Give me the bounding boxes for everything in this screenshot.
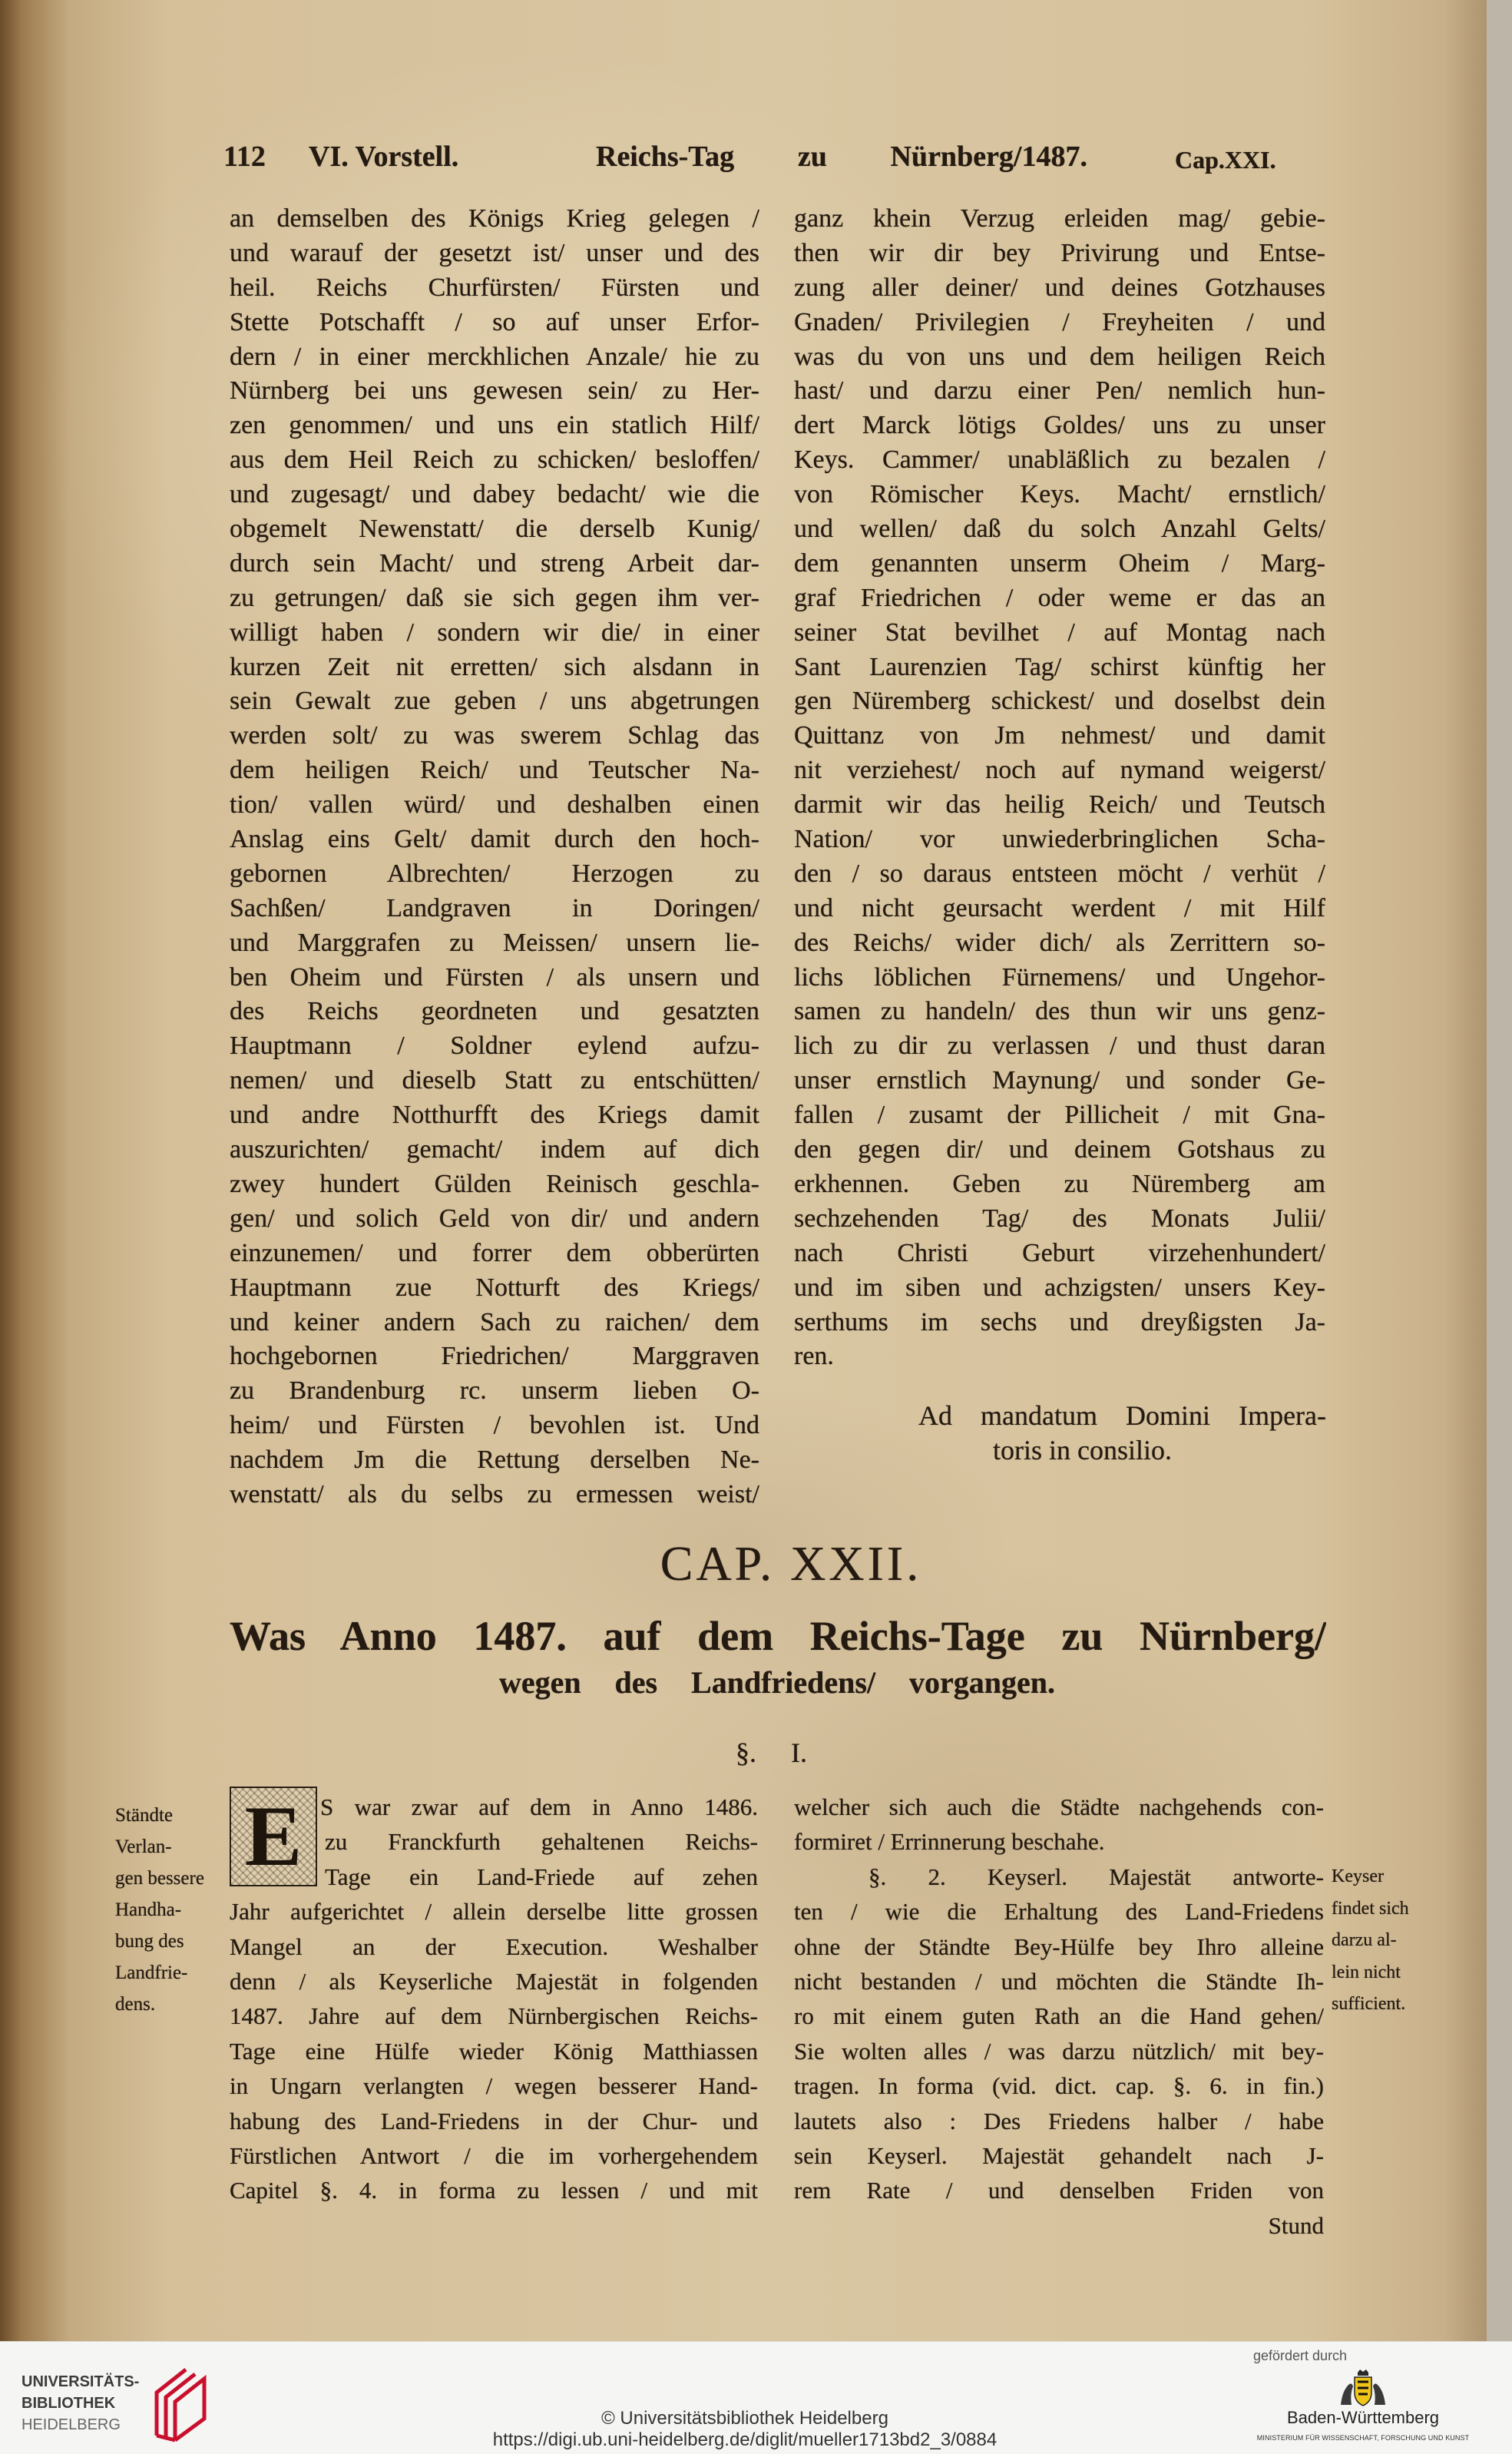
text-line: von Römischer Keys. Macht/ ernstlich/ — [794, 480, 1325, 509]
text-line: werden solt/ zu was swerem Schlag das — [230, 721, 759, 750]
text-line: gen Nüremberg schickest/ und doselbst dein — [794, 687, 1325, 716]
text-line: denn / als Keyserliche Majestät in folgenden — [230, 1967, 758, 1995]
text-line: kurzen Zeit nit erretten/ sich alsdann in — [230, 652, 759, 681]
text-line: lich zu dir zu verlassen / und thust daran — [794, 1032, 1325, 1061]
text-line: graf Friedrichen / oder weme er das an — [794, 583, 1325, 612]
margin-note-line: gen bessere — [115, 1868, 204, 1889]
lower-right-column — [794, 1790, 1324, 2243]
margin-note-line: Keyser — [1332, 1866, 1384, 1886]
text-line: heil. Reichs Churfürsten/ Fürsten und — [230, 273, 759, 302]
text-line: nicht bestanden / und möchten die Ständte Ih- — [794, 1967, 1324, 1995]
margin-note-line: darzu al- — [1332, 1930, 1397, 1950]
text-line: gebornen Albrechten/ Herzogen zu — [230, 859, 759, 888]
text-line: nemen/ und dieselb Statt zu entschütten/ — [230, 1066, 759, 1095]
text-line: ganz khein Verzug erleiden mag/ gebie- — [794, 204, 1325, 233]
text-line: Quittanz von Jm nehmest/ und damit — [794, 721, 1325, 750]
text-line: einzunemen/ und forrer dem obberürten — [230, 1238, 759, 1267]
text-line: Hauptmann / Soldner eylend aufzu- — [230, 1032, 759, 1061]
margin-note-line: bung des — [115, 1931, 184, 1952]
chapter-title: Was Anno 1487. auf dem Reichs-Tage zu Nürnberg/ — [230, 1613, 1326, 1659]
viewer-footer — [0, 2341, 1512, 2454]
library-name-line: HEIDELBERG — [22, 2416, 121, 2433]
text-line: welcher sich auch die Städte nachgehends con- — [794, 1793, 1324, 1820]
section-symbol: §. — [736, 1737, 756, 1768]
text-line: habung des Land-Friedens in der Chur- und — [230, 2107, 758, 2134]
text-line: und Marggrafen zu Meissen/ unsern lie- — [230, 928, 759, 957]
upper-left-column — [230, 202, 759, 1512]
section-label: VI. Vorstell. — [309, 141, 459, 173]
text-line: ten / wie die Erhaltung des Land-Friedens — [794, 1898, 1324, 1926]
text-line: dert Marck lötigs Goldes/ uns zu unser — [794, 411, 1325, 440]
text-line: Sachßen/ Landgraven in Doringen/ — [230, 893, 759, 922]
text-line: rem Rate / und denselben Friden von — [794, 2177, 1324, 2204]
text-line: dem heiligen Reich/ und Teutscher Na- — [230, 756, 759, 785]
margin-note-line: findet sich — [1332, 1898, 1409, 1919]
text-line: fallen / zusamt der Pillicheit / mit Gna- — [794, 1101, 1325, 1130]
text-line: darmit wir das heilig Reich/ und Teutsch — [794, 790, 1325, 820]
ministry-name: MINISTERIUM FÜR WISSENSCHAFT, FORSCHUNG UND KUNST — [1256, 2434, 1470, 2442]
upper-right-column — [794, 202, 1325, 1374]
margin-note-line: Handha- — [115, 1899, 182, 1920]
text-line: und zugesagt/ und dabey bedacht/ wie die — [230, 480, 759, 509]
text-line: Gnaden/ Privilegien / Freyheiten / und — [794, 307, 1325, 336]
ub-heidelberg-logo-icon — [152, 2359, 209, 2443]
text-line: erkhennen. Geben zu Nüremberg am — [794, 1169, 1325, 1198]
margin-note-line: dens. — [115, 1994, 156, 2015]
text-line: samen zu handeln/ des thun wir uns genz- — [794, 997, 1325, 1026]
text-line: aus dem Heil Reich zu schicken/ besloffen/ — [230, 445, 759, 475]
text-line: formiret / Errinnerung beschahe. — [794, 1828, 1105, 1856]
text-line: und andre Notthurfft des Kriegs damit — [230, 1101, 759, 1130]
catchword: Stund — [1268, 2211, 1324, 2239]
text-line: Anslag eins Gelt/ damit durch den hoch- — [230, 825, 759, 854]
text-line: durch sein Macht/ und streng Arbeit dar- — [230, 548, 759, 578]
text-line: lautets also : Des Friedens halber / habe — [794, 2107, 1324, 2134]
text-line: auszurichten/ gemacht/ indem auf dich — [230, 1135, 759, 1164]
margin-note-right — [1332, 1861, 1447, 2021]
text-line: den / so daraus entsteen möcht / verhüt / — [794, 859, 1325, 888]
margin-note-left — [115, 1800, 224, 2020]
text-line: zwey hundert Gülden Reinisch geschla- — [230, 1169, 759, 1198]
library-name-line: BIBLIOTHEK — [22, 2395, 116, 2412]
text-line: was du von uns und dem heiligen Reich — [794, 342, 1325, 371]
drop-cap: E — [230, 1787, 317, 1886]
baden-wuerttemberg-crest-icon — [1336, 2368, 1390, 2408]
text-line: zu getrungen/ daß sie sich gegen ihm ver- — [230, 583, 759, 612]
text-line: sein Keyserl. Majestät gehandelt nach J- — [794, 2141, 1324, 2169]
text-line: ben Oheim und Fürsten / als unsern und — [230, 962, 759, 992]
text-line: Fürstlichen Antwort / die im vorhergehendem — [230, 2141, 758, 2169]
text-line: nachdem Jm die Rettung derselben Ne- — [230, 1446, 759, 1475]
text-line: des Reichs/ wider dich/ als Zerrittern so- — [794, 928, 1325, 957]
text-line: sein Gewalt zue geben / uns abgetrungen — [230, 687, 759, 716]
page-number: 112 — [223, 141, 266, 173]
text-line: Tage eine Hülfe wieder König Matthiassen — [230, 2037, 758, 2065]
text-line: und wellen/ daß du solch Anzahl Gelts/ — [794, 515, 1325, 544]
text-line: Mangel an der Execution. Weshalber — [230, 1932, 758, 1960]
text-line: an demselben des Königs Krieg gelegen / — [230, 204, 759, 233]
chapter-reference: Cap.XXI. — [1175, 146, 1276, 174]
text-line: wenstatt/ als du selbs zu ermessen weist/ — [230, 1479, 759, 1508]
text-line: serthums im sechs und dreyßigsten Ja- — [794, 1307, 1325, 1336]
library-name-line: UNIVERSITÄTS- — [22, 2373, 140, 2390]
text-line: willigt haben / sondern wir die/ in einer — [230, 618, 759, 647]
text-line: Nürnberg bei uns gewesen sein/ zu Her- — [230, 376, 759, 406]
text-line: des Reichs geordneten und gesatzten — [230, 997, 759, 1026]
text-line: seiner Stat bevilhet / auf Montag nach — [794, 618, 1325, 647]
text-line: gen/ und solich Geld von dir/ und andern — [230, 1204, 759, 1233]
text-line: lichs löblichen Fürnemens/ und Ungehor- — [794, 962, 1325, 992]
chapter-subtitle: wegen des Landfriedens/ vorgangen. — [499, 1665, 1055, 1700]
text-line: Nation/ vor unwiederbringlichen Scha- — [794, 825, 1325, 854]
text-line: heim/ und Fürsten / bevohlen ist. Und — [230, 1411, 759, 1440]
permalink-url: https://digi.ub.uni-heidelberg.de/diglit/mueller1713bd2_3/0884 — [492, 2429, 998, 2450]
text-line: ren. — [794, 1342, 834, 1371]
text-line: nach Christi Geburt virzehenhundert/ — [794, 1238, 1325, 1267]
text-line: Hauptmann zue Notturft des Kriegs/ — [230, 1273, 759, 1302]
text-line: hast/ und darzu einer Pen/ nemlich hun- — [794, 376, 1325, 406]
text-line: Capitel §. 4. in forma zu lessen / und mit — [230, 2177, 758, 2204]
section-number: I. — [791, 1737, 807, 1768]
library-name — [22, 2371, 139, 2436]
text-line: und nicht geursacht werdent / mit Hilf — [794, 893, 1325, 922]
text-line: zu Franckfurth gehaltenen Reichs- — [325, 1828, 758, 1856]
text-line: Keys. Cammer/ unabläßlich zu bezalen / — [794, 445, 1325, 475]
text-line: hochgebornen Friedrichen/ Marggraven — [230, 1342, 759, 1371]
subscription-line: toris in consilio. — [993, 1435, 1172, 1465]
margin-note-line: lein nicht — [1332, 1962, 1401, 1982]
lower-left-column — [230, 1790, 758, 2208]
text-line: 1487. Jahre auf dem Nürnbergischen Reichs- — [230, 2002, 758, 2030]
copyright-notice: © Universitätsbibliothek Heidelberg — [601, 2408, 888, 2429]
margin-note-line: Verlan- — [115, 1836, 172, 1857]
text-line: then wir dir bey Privirung und Entse- — [794, 238, 1325, 267]
state-name: Baden-Württemberg — [1286, 2408, 1440, 2427]
text-line: zu Brandenburg rc. unserm lieben O- — [230, 1376, 759, 1406]
text-line: und warauf der gesetzt ist/ unser und des — [230, 238, 759, 267]
margin-note-line: sufficient. — [1332, 1994, 1406, 2014]
text-line: ro mit einem guten Rath an die Hand gehen/ — [794, 2002, 1324, 2030]
text-line: und keiner andern Sach zu raichen/ dem — [230, 1307, 759, 1336]
text-line: den gegen dir/ und deinem Gotshaus zu — [794, 1135, 1325, 1164]
text-line: Sant Laurenzien Tag/ schirst künftig her — [794, 652, 1325, 681]
text-line: tragen. In forma (vid. dict. cap. §. 6. in fin.) — [794, 2072, 1324, 2100]
funded-by-label: gefördert durch — [1253, 2348, 1348, 2363]
running-title: Reichs-Tag zu Nürnberg/1487. — [596, 141, 1087, 173]
text-line: dern / in einer merckhlichen Anzale/ hie zu — [230, 342, 759, 371]
text-line: tion/ vallen würd/ und deshalben einen — [230, 790, 759, 820]
text-line: Sie wolten alles / was darzu nützlich/ mit bey- — [794, 2037, 1324, 2065]
text-line: Jahr aufgerichtet / allein derselbe litte grossen — [230, 1898, 758, 1926]
chapter-number: CAP. XXII. — [660, 1536, 922, 1591]
text-line: S war zwar auf dem in Anno 1486. — [320, 1793, 758, 1820]
margin-note-line: Ständte — [115, 1805, 173, 1826]
text-line: dem genannten unserm Oheim / Marg- — [794, 548, 1325, 578]
text-line: unser ernstlich Maynung/ und sonder Ge- — [794, 1066, 1325, 1095]
subscription-line: Ad mandatum Domini Impera- — [918, 1400, 1326, 1431]
text-line: Stette Potschafft / so auf unser Erfor- — [230, 307, 759, 336]
text-line: §. 2. Keyserl. Majestät antworte- — [868, 1863, 1324, 1890]
text-line: obgemelt Newenstatt/ die derselb Kunig/ — [230, 515, 759, 544]
text-line: ohne der Ständte Bey-Hülfe bey Ihro alleine — [794, 1932, 1324, 1960]
text-line: sechzehenden Tag/ des Monats Julii/ — [794, 1204, 1325, 1233]
text-line: nit verziehest/ noch auf nymand weigerst/ — [794, 756, 1325, 785]
text-line: Tage ein Land-Friede auf zehen — [325, 1863, 758, 1890]
text-line: zen genommen/ und uns ein statlich Hilf/ — [230, 411, 759, 440]
margin-note-line: Landfrie- — [115, 1962, 188, 1983]
text-line: zung aller deiner/ und deines Gotzhauses — [794, 273, 1325, 302]
text-line: und im siben und achzigsten/ unsers Key- — [794, 1273, 1325, 1302]
text-line: in Ungarn verlangten / wegen besserer Hand- — [230, 2072, 758, 2100]
